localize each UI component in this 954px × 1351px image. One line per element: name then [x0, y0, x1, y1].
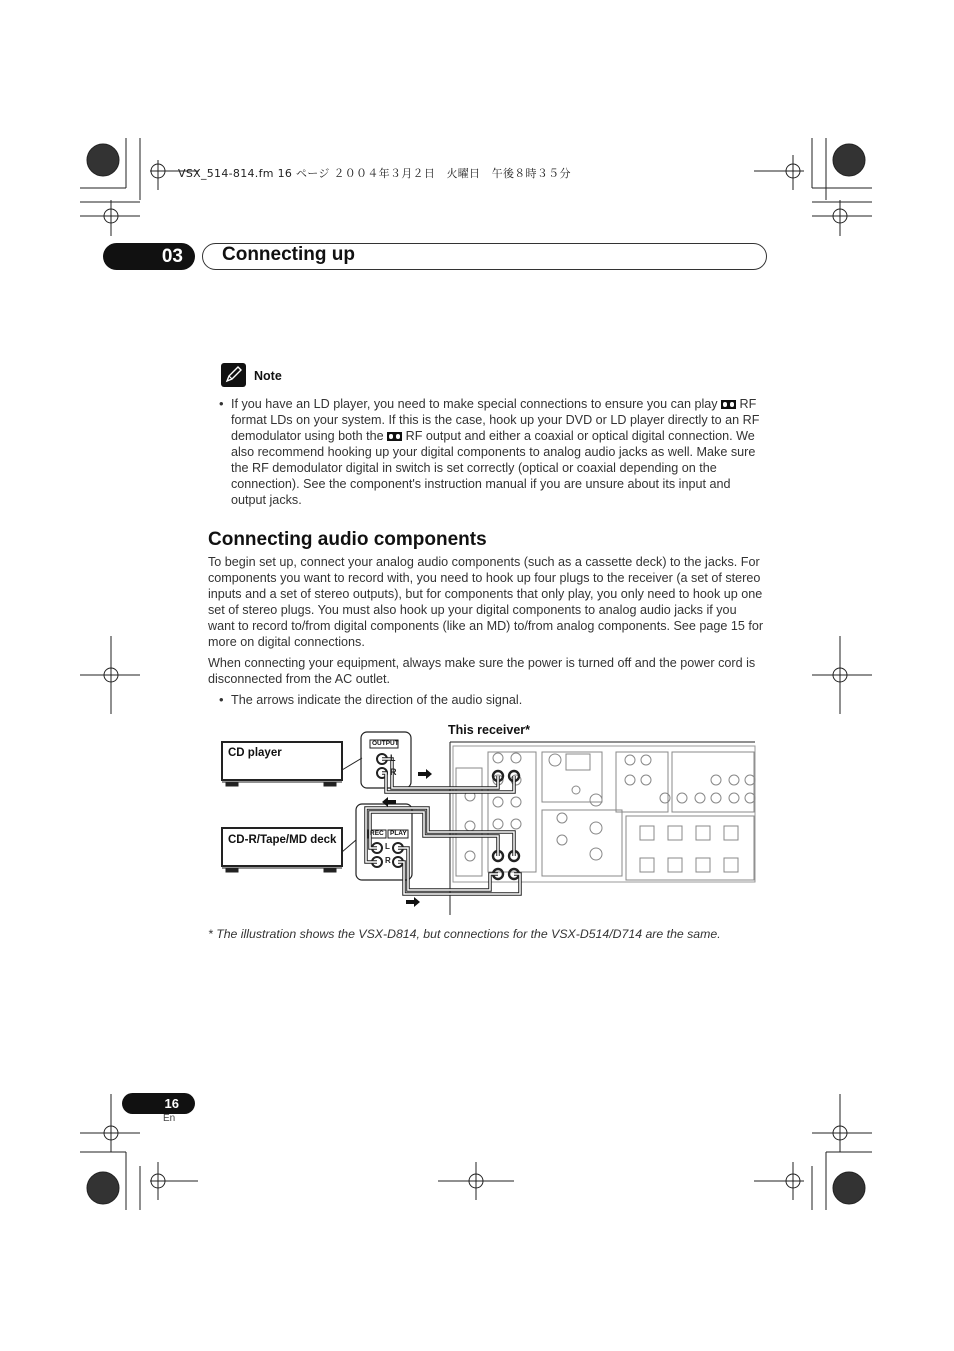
channel-r-label: R [385, 856, 391, 865]
bullet-dot: • [219, 396, 224, 411]
section-paragraph-2: When connecting your equipment, always make sure the power is turned off and the power cord is disconnected from the AC outlet. [208, 656, 756, 686]
note-text-part2: RF format LDs on your system. If this is the case, hook up your DVD or LD player directly to an RF demodulator using both the [231, 397, 760, 443]
section-paragraph-1: To begin set up, connect your analog audio components (such as a cassette deck) to the jacks. For components you want to record with, you need to hook up four plugs to the receiver (a set of stereo inputs and a set of stereo outputs), but for components that only play, you only need to hook up one set of stereo plugs. You must also hook up your digital components to analog audio jacks if you want to record to/from digital components (like an MD) to/from analog components. See page 15 for more on digital connections. [208, 555, 764, 649]
channel-r-label: R [390, 767, 397, 777]
play-label: PLAY [390, 830, 407, 837]
note-label: Note [254, 369, 282, 383]
dolby-icon [387, 432, 402, 441]
page-language: En [163, 1113, 176, 1124]
note-text-part3: RF output and either a coaxial or optical digital connection. We also recommend hooking up your digital components to analog audio jacks as well. Make sure the RF demodulator digital in switch is set correctly (optical or coaxial depending on the connection). See the component's instruction manual if you are unsure about its input and output jacks. [231, 429, 756, 507]
chapter-number-badge [103, 243, 195, 270]
section-bullet: The arrows indicate the direction of the audio signal. [231, 693, 523, 707]
chapter-title: Connecting up [222, 244, 355, 265]
bullet-dot: • [219, 692, 224, 707]
receiver-label: This receiver* [448, 723, 530, 737]
note-text-part1: If you have an LD player, you need to make special connections to ensure you can play [231, 397, 722, 411]
channel-l-label: L [385, 842, 390, 851]
page-number: 16 [164, 1096, 179, 1111]
output-label: OUTPUT [372, 740, 399, 747]
dolby-icon [721, 400, 736, 409]
pencil-icon [221, 363, 246, 387]
deck-label: CD-R/Tape/MD deck [228, 834, 337, 846]
cd-player-label: CD player [228, 747, 282, 759]
section-title: Connecting audio components [208, 529, 487, 550]
footnote: * The illustration shows the VSX-D814, but connections for the VSX-D514/D714 are the same. [208, 927, 721, 941]
file-header: VSX_514-814.fm 16 ページ ２００４年３月２日 火曜日 午後８時３５分 [178, 167, 571, 180]
note-text [231, 396, 765, 508]
rec-label: REC [370, 830, 384, 837]
channel-l-label: L [390, 753, 396, 763]
connection-diagram [220, 730, 760, 915]
page-number-badge [122, 1093, 195, 1114]
chapter-number: 03 [161, 245, 183, 267]
